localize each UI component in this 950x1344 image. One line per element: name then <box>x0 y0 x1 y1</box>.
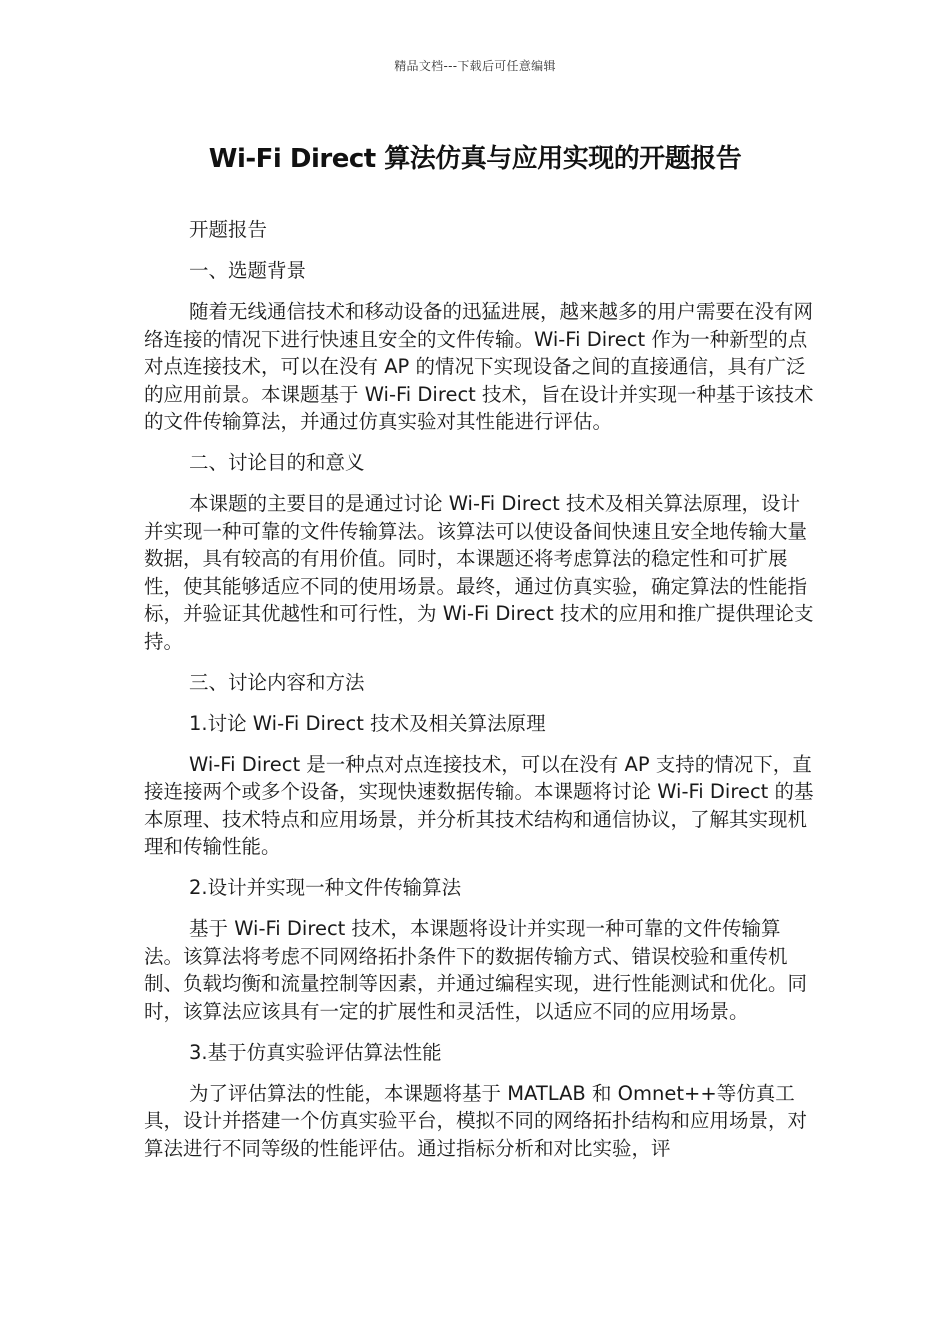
section-heading-report: 开题报告 <box>189 218 268 241</box>
paragraph-background: 随着无线通信技术和移动设备的迅猛进展，越来越多的用户需要在没有网络连接的情况下进行快速且安全的文件传输。Wi-Fi Direct 作为一种新型的点对点连接技术，可以在没有 AP 的情况下实现设备之间的直接通信，具有广泛的应用前景。本课题基于 Wi-Fi Direct 技术，旨在设计并实现一种基于该技术的文件传输算法，并通过仿真实验对其性能进行评估。 <box>144 300 814 433</box>
section-heading-content-method: 三、讨论内容和方法 <box>189 670 365 694</box>
section-heading-background: 一、选题背景 <box>189 259 307 282</box>
paragraph-1: Wi-Fi Direct 是一种点对点连接技术，可以在没有 AP 支持的情况下，直接连接两个或多个设备，实现快速数据传输。本课题将讨论 Wi-Fi Direct 的基本原理、技术特点和应用场景，并分析其技术结构和通信协议，了解其实现机理和传输性能。 <box>144 752 814 858</box>
paragraph-purpose: 本课题的主要目的是通过讨论 Wi-Fi Direct 技术及相关算法原理，设计并实现一种可靠的文件传输算法。该算法可以使设备间快速且安全地传输大量数据，具有较高的有用价值。同时，本课题还将考虑算法的稳定性和可扩展性，使其能够适应不同的使用场景。最终，通过仿真实验，确定算法的性能指标，并验证其优越性和可行性，为 Wi-Fi Direct 技术的应用和推广提供理论支持。 <box>144 492 814 653</box>
subheading-3: 3.基于仿真实验评估算法性能 <box>189 1040 442 1064</box>
header-note: 精品文档---下载后可任意编辑 <box>394 59 556 73</box>
paragraph-3: 为了评估算法的性能，本课题将基于 MATLAB 和 Omnet++等仿真工具，设计并搭建一个仿真实验平台，模拟不同的网络拓扑结构和应用场景，对算法进行不同等级的性能评估。通过指标分析和对比实验，评 <box>144 1081 808 1160</box>
subheading-1: 1.讨论 Wi-Fi Direct 技术及相关算法原理 <box>189 711 546 735</box>
document-body <box>144 216 816 1176</box>
document-title: Wi-Fi Direct 算法仿真与应用实现的开题报告 <box>208 144 742 174</box>
subheading-2: 2.设计并实现一种文件传输算法 <box>189 876 462 899</box>
paragraph-2: 基于 Wi-Fi Direct 技术，本课题将设计并实现一种可靠的文件传输算法。该算法将考虑不同网络拓扑条件下的数据传输方式、错误校验和重传机制、负载均衡和流量控制等因素，并通过编程实现，进行性能测试和优化。同时，该算法应该具有一定的扩展性和灵活性，以适应不同的应用场景。 <box>144 917 808 1023</box>
section-heading-purpose: 二、讨论目的和意义 <box>189 451 365 474</box>
